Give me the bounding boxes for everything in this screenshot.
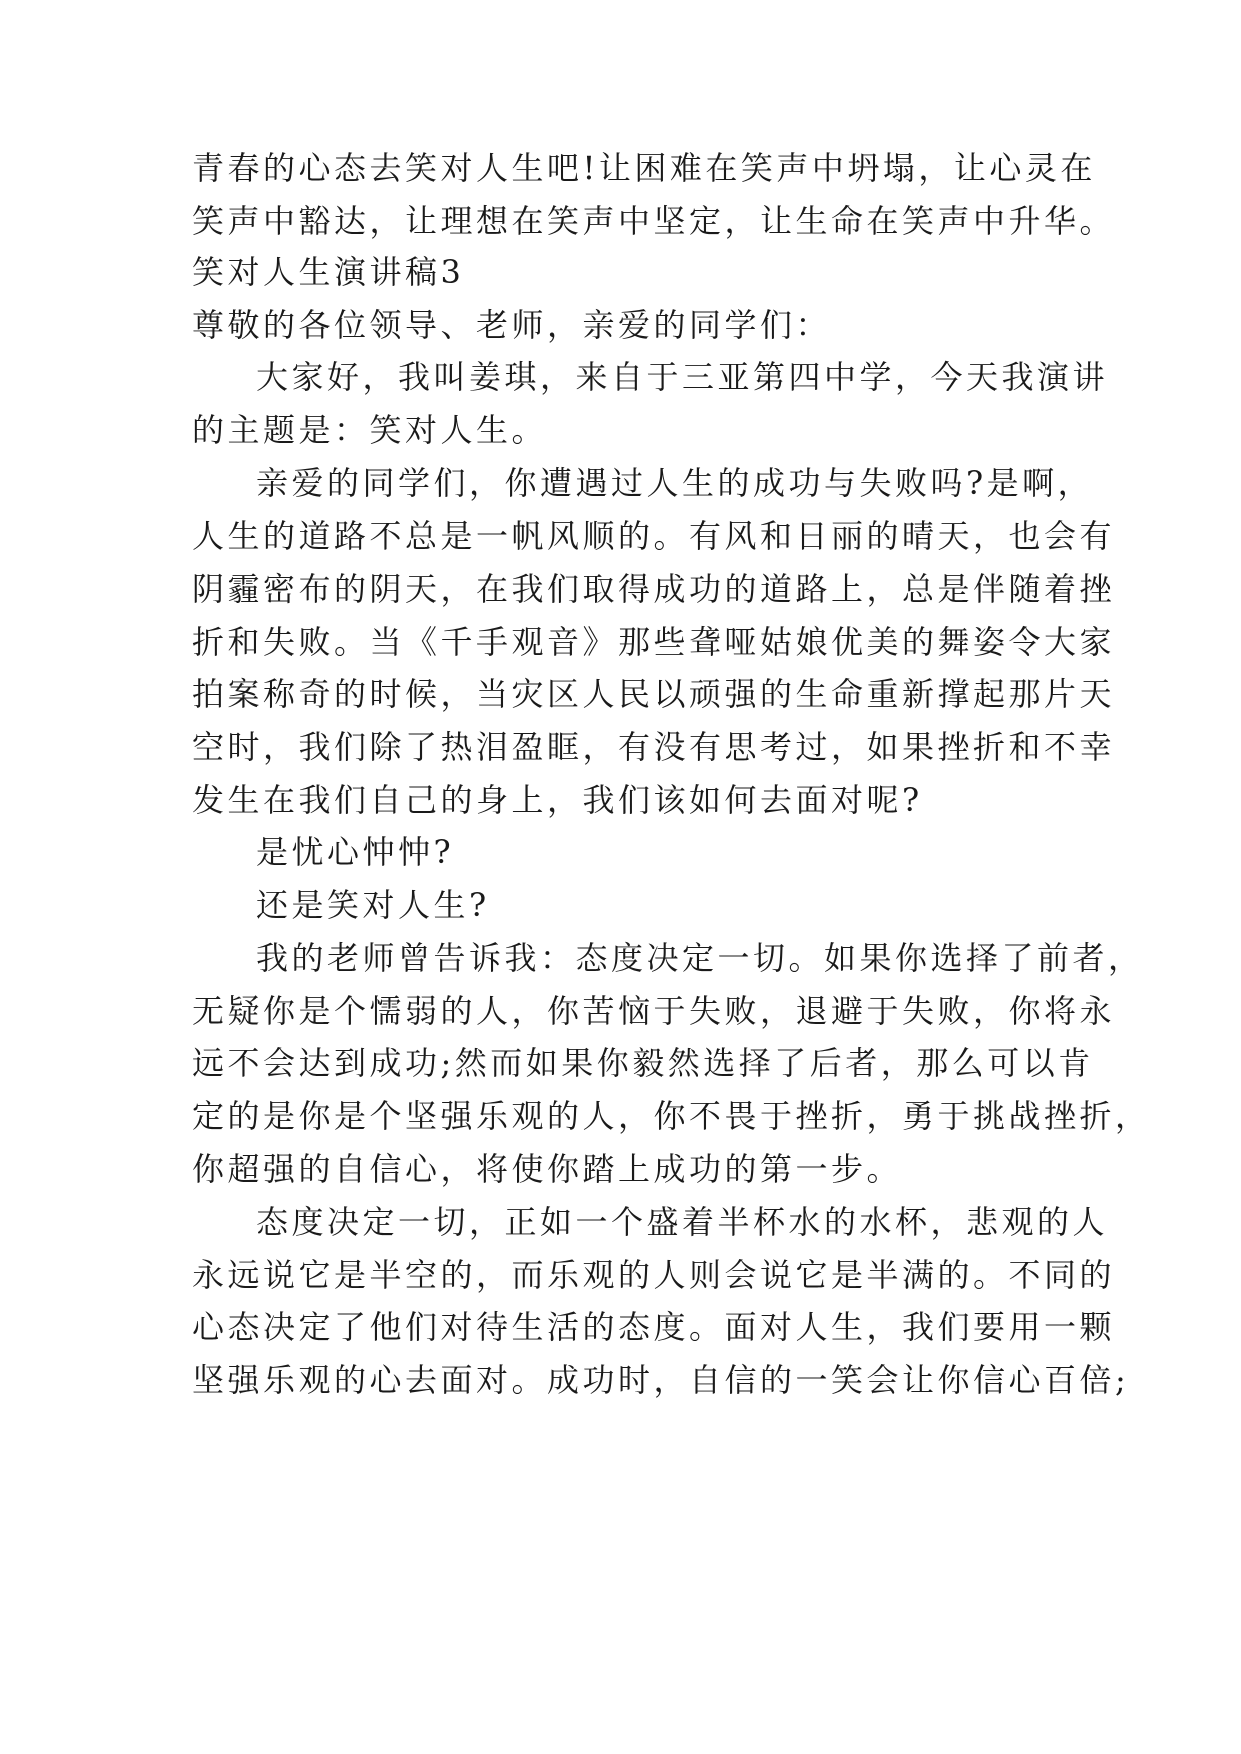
text-line: 的主题是：笑对人生。: [192, 411, 548, 449]
text-line: 人生的道路不总是一帆风顺的。有风和日丽的晴天，也会有: [192, 517, 1116, 555]
text-line: 空时，我们除了热泪盈眶，有没有思考过，如果挫折和不幸: [192, 728, 1116, 766]
text-line: 发生在我们自己的身上，我们该如何去面对呢?: [192, 781, 923, 819]
text-line: 阴霾密布的阴天，在我们取得成功的道路上，总是伴随着挫: [192, 570, 1116, 608]
paragraph-start: 态度决定一切，正如一个盛着半杯水的水杯，悲观的人: [256, 1203, 1109, 1241]
paragraph-start: 是忧心忡忡?: [256, 833, 455, 871]
paragraph-start: 亲爱的同学们，你遭遇过人生的成功与失败吗?是啊，: [256, 464, 1094, 502]
text-line: 拍案称奇的时候，当灾区人民以顽强的生命重新撑起那片天: [192, 675, 1116, 713]
paragraph-start: 还是笑对人生?: [256, 886, 490, 924]
paragraph-start: 我的老师曾告诉我：态度决定一切。如果你选择了前者，: [256, 939, 1144, 977]
salutation: 尊敬的各位领导、老师，亲爱的同学们：: [192, 306, 832, 344]
text-line: 无疑你是个懦弱的人，你苦恼于失败，退避于失败，你将永: [192, 992, 1116, 1030]
text-line: 笑声中豁达，让理想在笑声中坚定，让生命在笑声中升华。: [192, 202, 1116, 240]
text-line: 青春的心态去笑对人生吧!让困难在笑声中坍塌，让心灵在: [192, 149, 1096, 187]
paragraph-start: 大家好，我叫姜琪，来自于三亚第四中学，今天我演讲: [256, 358, 1109, 396]
text-line: 折和失败。当《千手观音》那些聋哑姑娘优美的舞姿令大家: [192, 623, 1116, 661]
text-line: 定的是你是个坚强乐观的人，你不畏于挫折，勇于挑战挫折，: [192, 1097, 1151, 1135]
text-line: 坚强乐观的心去面对。成功时，自信的一笑会让你信心百倍;: [192, 1361, 1130, 1399]
text-line: 永远说它是半空的，而乐观的人则会说它是半满的。不同的: [192, 1256, 1116, 1294]
section-title: 笑对人生演讲稿3: [192, 253, 465, 291]
text-line: 远不会达到成功;然而如果你毅然选择了后者，那么可以肯: [192, 1044, 1094, 1082]
text-line: 心态决定了他们对待生活的态度。面对人生，我们要用一颗: [192, 1308, 1116, 1346]
text-line: 你超强的自信心，将使你踏上成功的第一步。: [192, 1150, 903, 1188]
